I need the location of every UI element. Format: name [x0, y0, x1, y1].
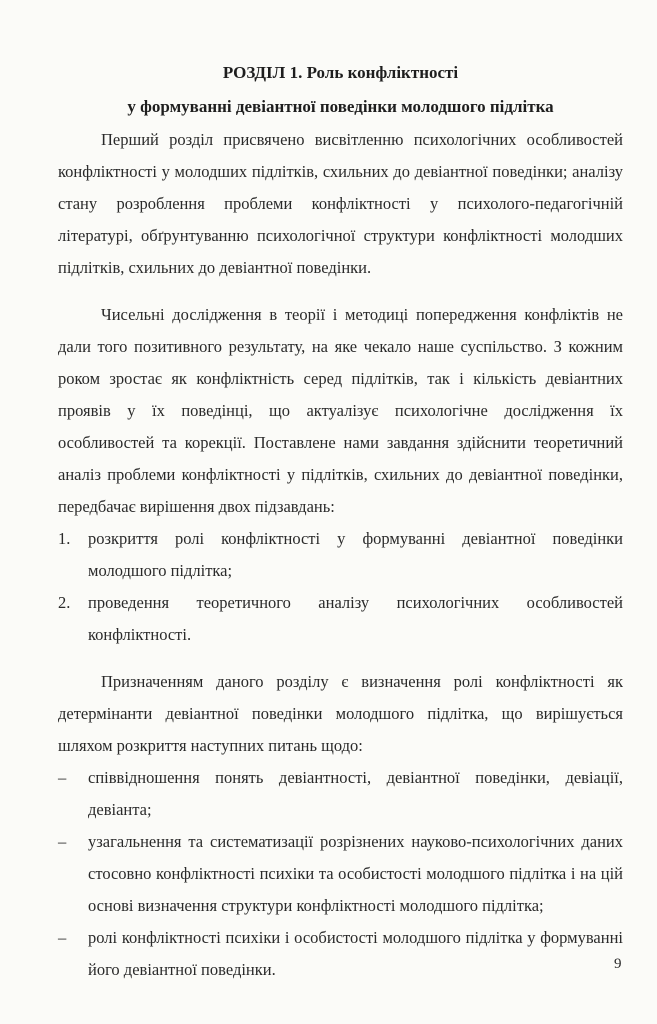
dash-list-item [58, 826, 623, 922]
dash-marker: – [58, 928, 67, 947]
list-number: 1. [58, 529, 71, 548]
paragraph-2: Чисельні дослідження в теорії і методиці попередження конфліктів не дали того позитивного результату, на яке чекало наше суспільство. З кожним роком зростає як конфліктність серед підлітків, так і кількість девіантних проявів у їх поведінці, що актуалізує психологічне дослідження їх особливостей та корекції. Поставлене нами завдання здійснити теоретичний аналіз проблеми конфліктності у підлітків, схильних до девіантної поведінки, передбачає вирішення двох підзавдань: [58, 305, 623, 516]
section-title [58, 56, 623, 124]
dash-marker: – [58, 832, 67, 851]
paragraph-gap [58, 284, 623, 299]
numbered-list [58, 523, 623, 651]
section-title-line-1: РОЗДІЛ 1. Роль конфліктності [222, 63, 459, 82]
page-number: 9 [614, 956, 622, 972]
list-item-text: узагальнення та систематизації розрізнених науково-психологічних даних стосовно конфліктності психіки та особистості молодшого підлітка і на цій основі визначення структури конфліктності молодшого підлітка; [88, 832, 623, 915]
list-item-text: співвідношення понять девіантності, девіантної поведінки, девіації, девіанта; [88, 768, 623, 819]
numbered-list-item [58, 523, 623, 587]
list-number: 2. [58, 593, 71, 612]
dash-list-item [58, 762, 623, 826]
section-title-line-2: у формуванні девіантної поведінки молодшого підлітка [127, 97, 554, 116]
dash-list-item [58, 922, 623, 986]
paragraph-gap [58, 651, 623, 666]
page-content [58, 56, 623, 986]
dash-marker: – [58, 768, 67, 787]
list-item-text: проведення теоретичного аналізу психологічних особливостей конфліктності. [88, 593, 623, 644]
paragraph-1: Перший розділ присвячено висвітленню психологічних особливостей конфліктності у молодших підлітків, схильних до девіантної поведінки; аналізу стану розроблення проблеми конфліктності у психолого-педагогічній літературі, обґрунтуванню психологічної структури конфліктності молодших підлітків, схильних до девіантної поведінки. [58, 130, 623, 277]
numbered-list-item [58, 587, 623, 651]
paragraph-3: Призначенням даного розділу є визначення ролі конфліктності як детермінанти девіантної поведінки молодшого підлітка, що вирішується шляхом розкриття наступних питань щодо: [58, 672, 623, 755]
list-item-text: ролі конфліктності психіки і особистості молодшого підлітка у формуванні його девіантної поведінки. [88, 928, 623, 979]
dash-list [58, 762, 623, 986]
list-item-text: розкриття ролі конфліктності у формуванні девіантної поведінки молодшого підлітка; [88, 529, 623, 580]
